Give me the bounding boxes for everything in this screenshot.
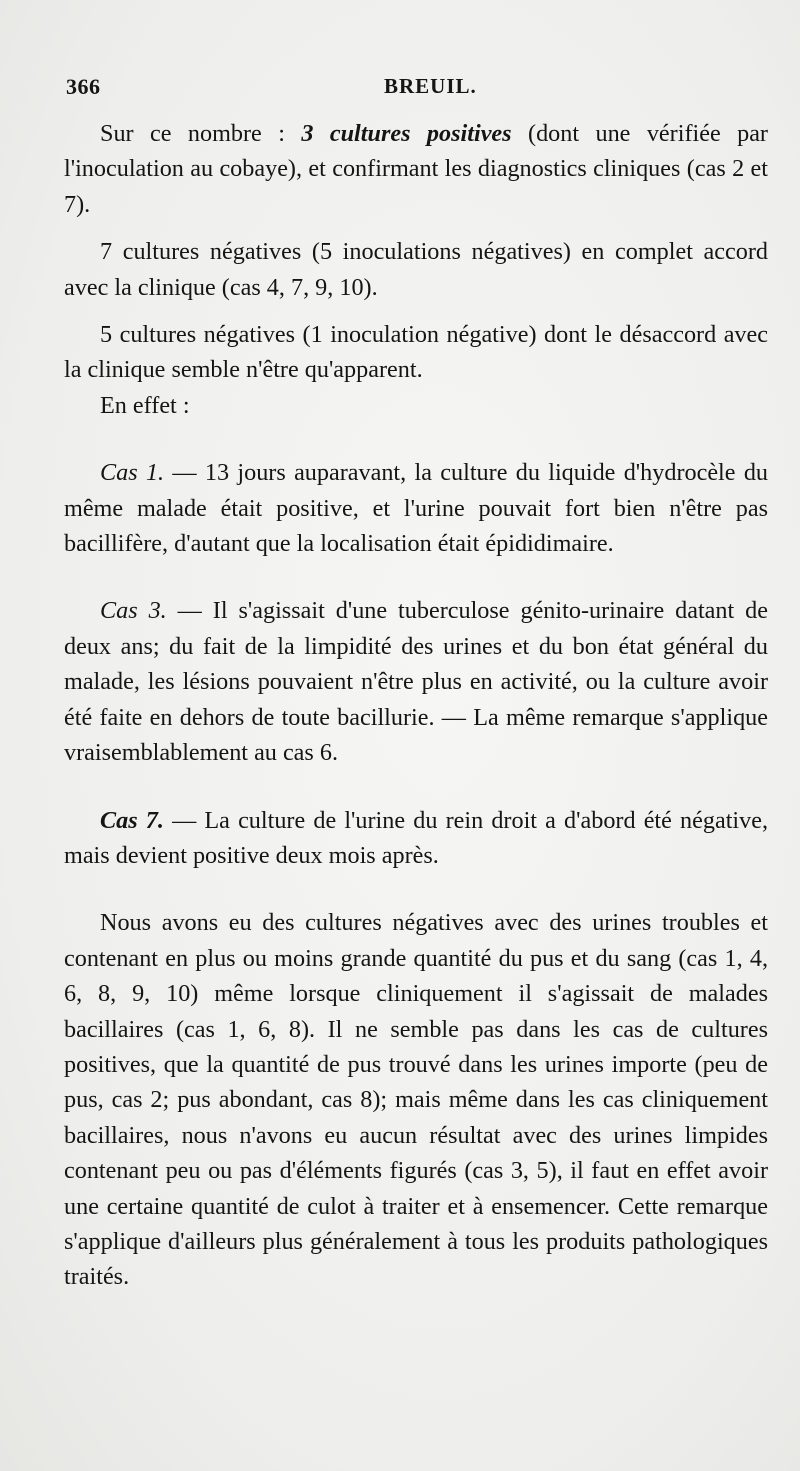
paragraph-discordant-cultures: 5 cultures négatives (1 inoculation négative) dont le désaccord avec la clinique semble n'être qu'apparent. (64, 321, 768, 384)
body-text (64, 116, 768, 1295)
emphasis-positive-cultures: 3 cultures positives (301, 120, 512, 147)
page-number: 366 (66, 74, 101, 99)
paragraph-cas-7 (64, 803, 768, 874)
paragraph-cas-3 (64, 593, 768, 770)
case-label: Cas 7. (100, 806, 164, 834)
paragraph-positive-cultures (64, 116, 768, 222)
paragraph-en-effet: En effet : (100, 391, 190, 419)
case-label: Cas 3. (100, 597, 167, 625)
paragraph-cas-1 (64, 455, 768, 561)
paragraph-discussion: Nous avons eu des cultures négatives avec des urines troubles et contenant en plus ou moins grande quantité du pus et du sang (cas 1, 4, 6, 8, 9, 10) même lorsque cliniquement il s'agissait de malades bacillaires (cas 1, 6, 8). Il ne semble pas dans les cas de cultures positives, que la quantité de pus trouvé dans les urines importe (peu de pus, cas 2; pus abondant, cas 8); mais même dans les cas cliniquement bacillaires, nous n'avons eu aucun résultat avec des urines limpides contenant peu ou pas d'éléments figurés (cas 3, 5), il faut en effet avoir une certaine quantité de culot à traiter et à ensemencer. Cette remarque s'applique d'ailleurs plus généralement à tous les produits pathologiques traités. (64, 909, 768, 1291)
paragraph-text: (dont une vérifiée par l'inoculation au cobaye), et confirmant les diagnostics cliniques (cas 2 et 7). (64, 120, 768, 218)
paragraph-text: Sur ce nombre : (100, 120, 302, 147)
running-head (66, 74, 770, 108)
case-label: Cas 1. (100, 459, 165, 487)
case-text: — Il s'agissait d'une tuberculose génito-urinaire datant de deux ans; du fait de la limpidité des urines et du bon état général du malade, les lésions pouvaient n'être plus en activité, ou la culture avoir été faite en dehors de toute bacillurie. — La même remarque s'applique vraisemblablement au cas 6. (64, 597, 769, 767)
case-text: — 13 jours auparavant, la culture du liquide d'hydrocèle du même malade était positive, et l'urine pouvait fort bien n'être pas bacillifère, d'autant que la localisation était épididimaire. (64, 459, 769, 558)
paragraph-negative-cultures: 7 cultures négatives (5 inoculations négatives) en complet accord avec la clinique (cas 4, 7, 9, 10). (64, 238, 768, 301)
running-title: BREUIL. (384, 74, 477, 98)
case-text: — La culture de l'urine du rein droit a d'abord été négative, mais devient positive deux mois après. (64, 806, 769, 869)
